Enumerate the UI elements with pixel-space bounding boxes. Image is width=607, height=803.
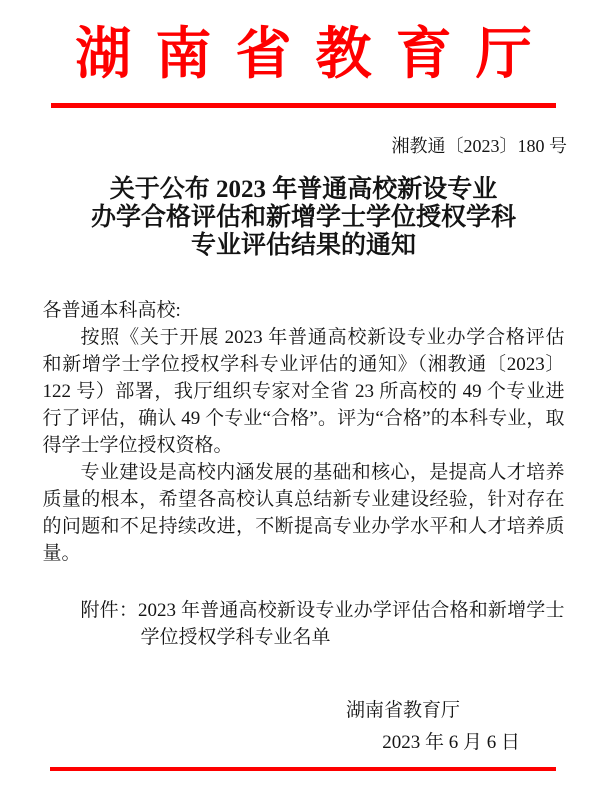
salutation: 各普通本科高校: [42,300,181,321]
attachment-note: 附件：2023 年普通高校新设专业办学评估合格和新增学士学位授权学科专业名单 [80,600,565,648]
document-title-line-2: 办学合格评估和新增学士学位授权学科 [90,204,516,231]
document-reference-number: 湘教通〔2023〕180 号 [391,136,567,156]
document-body [43,297,565,651]
issue-date: 2023 年 6 月 6 日 [382,732,520,753]
letterhead-agency-title: 湖南省教育厅 [75,24,556,86]
document-title-line-1: 关于公布 2023 年普通高校新设专业 [109,176,498,203]
body-paragraph-2: 专业建设是高校内涵发展的基础和核心，是提高人才培养质量的根本，希望各高校认真总结新专业建设经验，针对存在的问题和不足持续改进，不断提高专业办学水平和人才培养质量。 [42,462,565,564]
document-title [0,176,607,260]
body-paragraph-1: 按照《关于开展 2023 年普通高校新设专业办学合格评估和新增学士学位授权学科专业评估的通知》（湘教通〔2023〕122 号）部署，我厅组织专家对全省 23 所高校的 49 个专业进行了评估，确认 49 个专业“合格”。评为“合格”的本科专业，取得学士学位授权资格。 [42,327,565,456]
document-title-line-3: 专业评估结果的通知 [190,232,416,259]
issuer-signature: 湖南省教育厅 [345,700,460,721]
letterhead-double-rule [51,103,556,108]
footer-rule [50,767,556,771]
